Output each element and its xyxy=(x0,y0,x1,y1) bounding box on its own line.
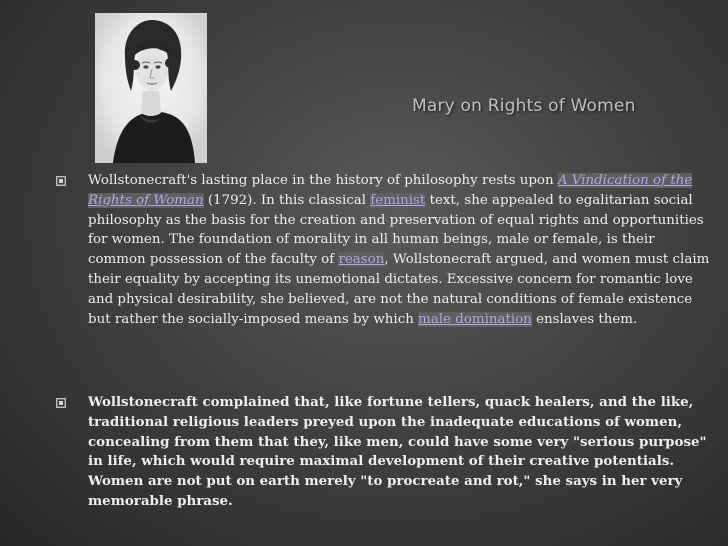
link-reason[interactable]: reason xyxy=(338,252,385,268)
paragraph-1-text-5: enslaves them. xyxy=(531,311,638,327)
link-male-domination[interactable]: male domination xyxy=(418,311,532,327)
portrait-drawing xyxy=(95,13,207,163)
paragraph-1 xyxy=(88,171,716,329)
square-bullet-icon xyxy=(56,176,66,186)
link-a-vindication[interactable]: A Vindication of the Rights of Woman xyxy=(88,173,693,208)
portrait-image xyxy=(95,13,207,163)
paragraph-1-text-4: , Wollstonecraft argued, and women must claim their equality by accepting its unemotional dictates. Excessive concern for romantic love and physical desirability, she believed, are not the natural conditions of female existence but rather the socially-imposed means by which xyxy=(88,252,710,327)
slide-title: Mary on Rights of Women xyxy=(412,96,636,116)
paragraph-2: Wollstonecraft complained that, like fortune tellers, quack healers, and the like, traditional religious leaders preyed upon the inadequate educations of women, concealing from them that they, like men, could have some very "serious purpose" in life, which would require maximal development of their creative potentials. Women are not put on earth merely "to procreate and rot," she says in her very memorable phrase. xyxy=(88,394,707,509)
square-bullet-icon xyxy=(56,398,66,408)
paragraph-1-text-3: text, she appealed to egalitarian social philosophy as the basis for the creation and preservation of equal rights and opportunities for women. The foundation of morality in all human beings, male or female, is their common possession of the faculty of xyxy=(88,192,704,268)
link-feminist[interactable]: feminist xyxy=(370,192,426,208)
paragraph-1-text-1: Wollstonecraft's lasting place in the history of philosophy rests upon xyxy=(88,173,558,188)
paragraph-1-text-2: (1792). In this classical xyxy=(203,192,371,208)
